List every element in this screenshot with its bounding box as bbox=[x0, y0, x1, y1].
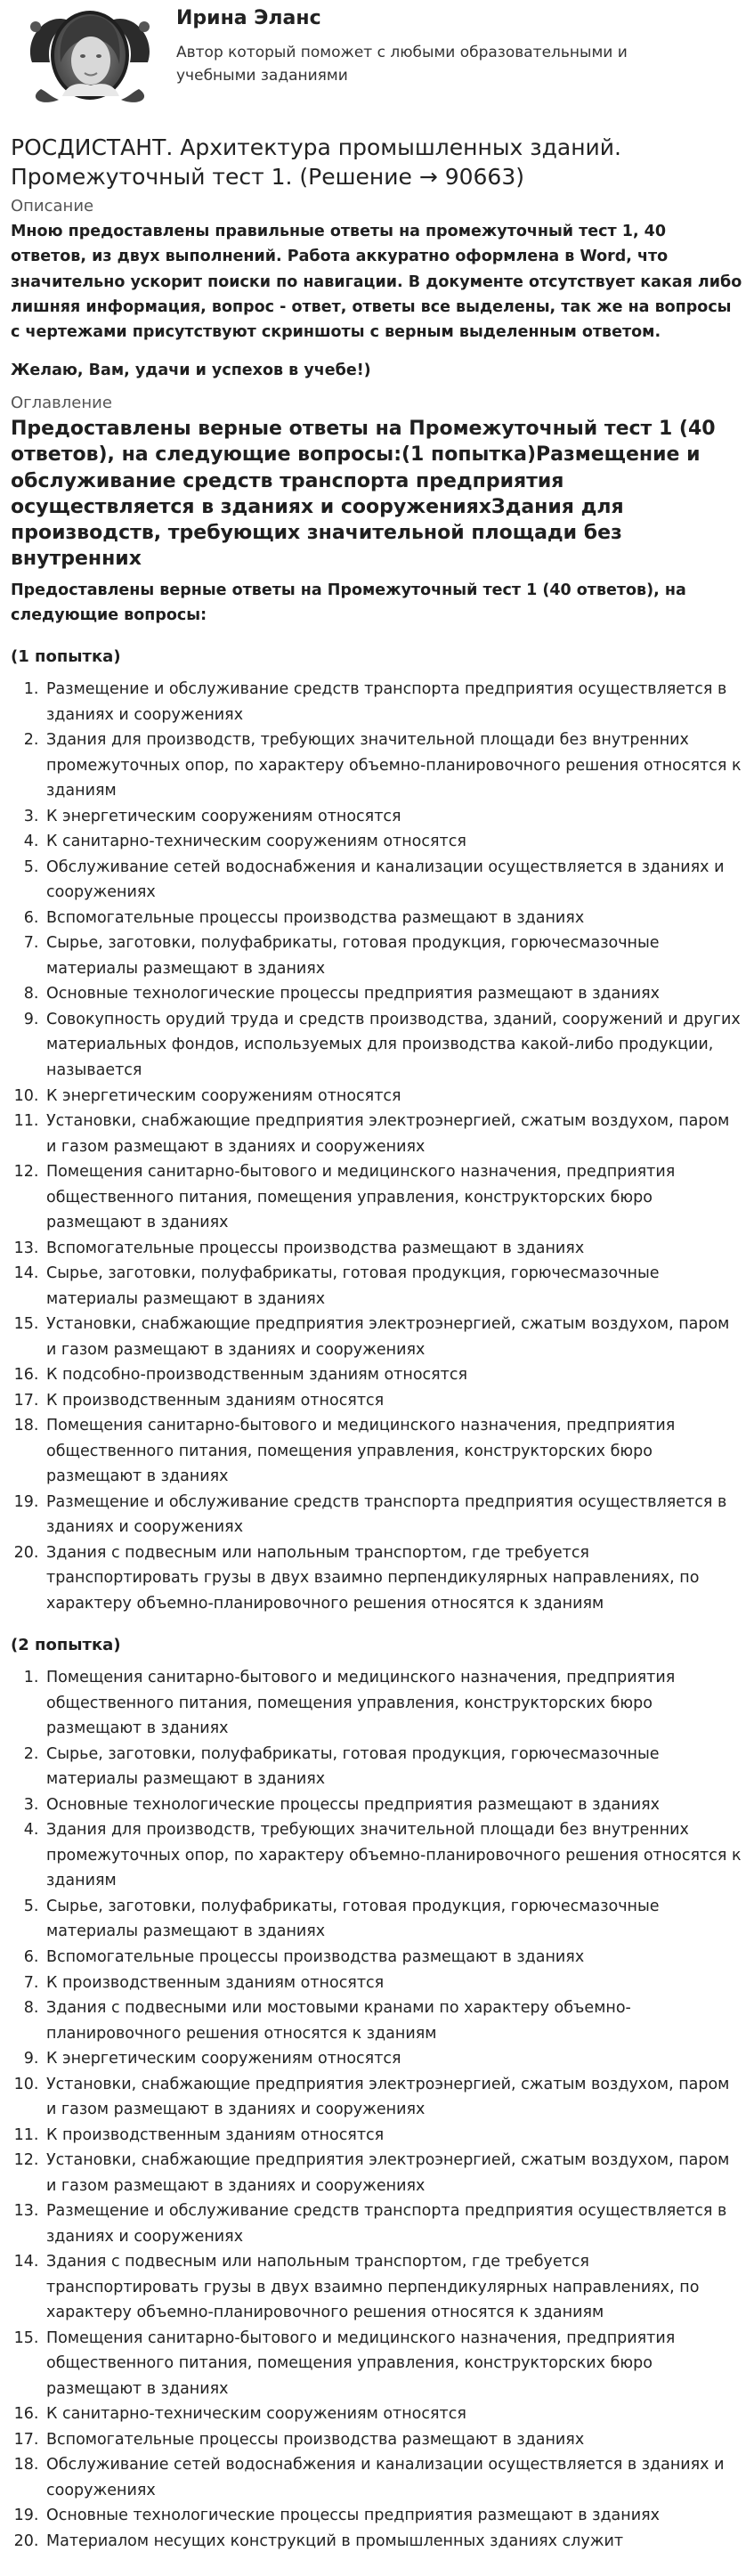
question-item: 2. Здания для производств, требующих значительной площади без внутренних промежуточных опор, по характеру объемно-планировочного решения относятся к зданиям bbox=[44, 727, 743, 804]
description-text: Мною предоставлены правильные ответы на промежуточный тест 1, 40 ответов, из двух выполнений. Работа аккуратно оформлена в Word, что значительно ускорит поиски по навигации. В документе отсутствует какая либо лишняя информация, вопрос - ответ, ответы все выделены, так же на вопросы с чертежами присутствуют скриншоты с верным выделенным ответом. bbox=[11, 223, 742, 342]
question-item: 10. К энергетическим сооружениям относятся bbox=[44, 1084, 743, 1109]
question-item: 14. Здания с подвесным или напольным транспортом, где требуется транспортировать грузы в двух взаимно перпендикулярных направлениях, по характеру объемно-планировочного решения относятся к зданиям bbox=[44, 2249, 743, 2326]
question-item: 7. К производственным зданиям относятся bbox=[44, 1971, 743, 1996]
question-item: 20. Здания с подвесным или напольным транспортом, где требуется транспортировать грузы в двух взаимно перпендикулярных направлениях, по характеру объемно-планировочного решения относятся к зданиям bbox=[44, 1540, 743, 1617]
contents-heading: Предоставлены верные ответы на Промежуточный тест 1 (40 ответов), на следующие вопросы:(1 попытка)Размещение и обслуживание средств транспорта предприятия осуществляется в зданиях и сооруженияхЗдания для производств, требующих значительной площади без внутренних bbox=[11, 418, 716, 571]
question-item: 12. Установки, снабжающие предприятия электроэнергией, сжатым воздухом, паром и газом размещают в зданиях и сооружениях bbox=[44, 2148, 743, 2198]
author-bio: Автор который поможет с любыми образовательными и учебными заданиями bbox=[176, 44, 628, 85]
question-item: 4. К санитарно-техническим сооружениям относятся bbox=[44, 829, 743, 855]
attempt-1-label: (1 попытка) bbox=[11, 647, 121, 667]
document-title: РОСДИСТАНТ. Архитектура промышленных зданий. Промежуточный тест 1. (Решение → 90663) bbox=[11, 134, 621, 190]
question-item: 14. Сырье, заготовки, полуфабрикаты, готовая продукция, горючесмазочные материалы размещают в зданиях bbox=[44, 1261, 743, 1312]
question-item: 19. Основные технологические процессы предприятия размещают в зданиях bbox=[44, 2503, 743, 2529]
question-item: 5. Обслуживание сетей водоснабжения и канализации осуществляется в зданиях и сооружениях bbox=[44, 855, 743, 906]
question-item: 9. Совокупность орудий труда и средств производства, зданий, сооружений и других материальных фондов, используемых для производства какой-либо продукции, называется bbox=[44, 1007, 743, 1084]
question-item: 4. Здания для производств, требующих значительной площади без внутренних промежуточных опор, по характеру объемно-планировочного решения относятся к зданиям bbox=[44, 1817, 743, 1894]
question-item: 15. Установки, снабжающие предприятия электроэнергией, сжатым воздухом, паром и газом размещают в зданиях и сооружениях bbox=[44, 1312, 743, 1362]
author-card bbox=[11, 0, 743, 114]
question-item: 1. Размещение и обслуживание средств транспорта предприятия осуществляется в зданиях и сооружениях bbox=[44, 677, 743, 727]
contents-label: Оглавление bbox=[11, 394, 112, 413]
question-item: 11. Установки, снабжающие предприятия электроэнергией, сжатым воздухом, паром и газом размещают в зданиях и сооружениях bbox=[44, 1109, 743, 1159]
question-item: 6. Вспомогательные процессы производства размещают в зданиях bbox=[44, 906, 743, 931]
question-item: 10. Установки, снабжающие предприятия электроэнергией, сжатым воздухом, паром и газом размещают в зданиях и сооружениях bbox=[44, 2072, 743, 2123]
contents-intro: Предоставлены верные ответы на Промежуточный тест 1 (40 ответов), на следующие вопросы: bbox=[11, 581, 686, 624]
question-item: 3. Основные технологические процессы предприятия размещают в зданиях bbox=[44, 1792, 743, 1818]
question-item: 8. Основные технологические процессы предприятия размещают в зданиях bbox=[44, 981, 743, 1007]
author-avatar[interactable] bbox=[23, 0, 157, 107]
question-item: 12. Помещения санитарно-бытового и медицинского назначения, предприятия общественного питания, помещения управления, конструкторских бюро размещают в зданиях bbox=[44, 1159, 743, 1236]
question-item: 18. Помещения санитарно-бытового и медицинского назначения, предприятия общественного питания, помещения управления, конструкторских бюро размещают в зданиях bbox=[44, 1413, 743, 1490]
author-name[interactable]: Ирина Эланс bbox=[176, 7, 321, 29]
question-item: 9. К энергетическим сооружениям относятся bbox=[44, 2046, 743, 2072]
question-item: 17. К производственным зданиям относятся bbox=[44, 1388, 743, 1414]
question-item: 18. Обслуживание сетей водоснабжения и канализации осуществляется в зданиях и сооружениях bbox=[44, 2452, 743, 2503]
question-item: 8. Здания с подвесными или мостовыми кранами по характеру объемно-планировочного решения относятся к зданиям bbox=[44, 1995, 743, 2046]
question-item: 1. Помещения санитарно-бытового и медицинского назначения, предприятия общественного питания, помещения управления, конструкторских бюро размещают в зданиях bbox=[44, 1665, 743, 1742]
question-item: 5. Сырье, заготовки, полуфабрикаты, готовая продукция, горючесмазочные материалы размещают в зданиях bbox=[44, 1894, 743, 1945]
attempt-2-question-list bbox=[11, 1665, 743, 2554]
question-item: 15. Помещения санитарно-бытового и медицинского назначения, предприятия общественного питания, помещения управления, конструкторских бюро размещают в зданиях bbox=[44, 2326, 743, 2402]
question-item: 7. Сырье, заготовки, полуфабрикаты, готовая продукция, горючесмазочные материалы размещают в зданиях bbox=[44, 930, 743, 981]
description-wish: Желаю, Вам, удачи и успехов в учебе!) bbox=[11, 361, 371, 379]
question-item: 2. Сырье, заготовки, полуфабрикаты, готовая продукция, горючесмазочные материалы размещают в зданиях bbox=[44, 1742, 743, 1792]
attempt-1-question-list bbox=[11, 677, 743, 1616]
description-label: Описание bbox=[11, 197, 94, 215]
question-item: 13. Размещение и обслуживание средств транспорта предприятия осуществляется в зданиях и сооружениях bbox=[44, 2198, 743, 2249]
question-item: 19. Размещение и обслуживание средств транспорта предприятия осуществляется в зданиях и сооружениях bbox=[44, 1490, 743, 1540]
question-item: 3. К энергетическим сооружениям относятся bbox=[44, 804, 743, 830]
question-item: 11. К производственным зданиям относятся bbox=[44, 2123, 743, 2149]
question-item: 16. К подсобно-производственным зданиям относятся bbox=[44, 1362, 743, 1388]
question-item: 20. Материалом несущих конструкций в промышленных зданиях служит bbox=[44, 2529, 743, 2555]
question-item: 16. К санитарно-техническим сооружениям относятся bbox=[44, 2401, 743, 2427]
attempt-2-label: (2 попытка) bbox=[11, 1636, 121, 1655]
question-item: 13. Вспомогательные процессы производства размещают в зданиях bbox=[44, 1236, 743, 1262]
question-item: 17. Вспомогательные процессы производства размещают в зданиях bbox=[44, 2427, 743, 2453]
question-item: 6. Вспомогательные процессы производства размещают в зданиях bbox=[44, 1945, 743, 1971]
